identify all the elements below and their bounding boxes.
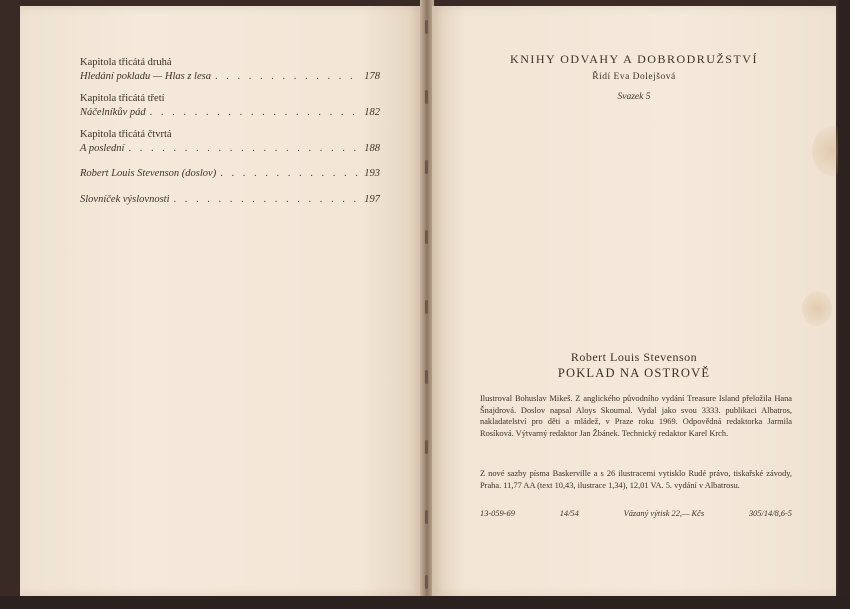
toc-chapter-title: Hledání pokladu — Hlas z lesa bbox=[80, 70, 211, 82]
toc-leader-dots bbox=[220, 167, 360, 181]
toc-page-number: 193 bbox=[364, 168, 380, 179]
price-label: Vázaný výtisk 22,— Kčs bbox=[623, 509, 705, 518]
binding-stitch bbox=[425, 230, 428, 244]
toc-entry bbox=[80, 193, 380, 207]
cover-bottom-edge bbox=[0, 596, 850, 609]
toc-chapter-heading: Kapitola třicátá čtvrtá bbox=[80, 129, 172, 140]
right-page bbox=[432, 6, 836, 596]
cover-edge bbox=[838, 0, 850, 609]
toc-chapter-heading: Kapitola třicátá třetí bbox=[80, 93, 165, 104]
catalog-code: 13-059-69 bbox=[480, 509, 515, 518]
paper-stain bbox=[802, 291, 832, 326]
colophon-paragraph: Z nové sazby písma Baskerville a s 26 ilustracemi vytisklo Rudé právo, tiskařské závody, Praha. 11,77 AA (text 10,43, ilustrace 1,34), 12,01 VA. 5. vydání v Albatrosu. bbox=[480, 469, 792, 490]
binding-stitch bbox=[425, 370, 428, 384]
toc-leader-dots bbox=[215, 70, 360, 84]
toc-chapter-title: Slovníček výslovnosti bbox=[80, 193, 170, 205]
binding-stitch bbox=[425, 20, 428, 34]
series-editor: Řídí Eva Dolejšová bbox=[592, 72, 676, 82]
series-volume: Svazek 5 bbox=[617, 92, 651, 102]
toc-chapter-heading: Kapitola třicátá druhá bbox=[80, 57, 172, 68]
toc-leader-dots bbox=[174, 193, 361, 207]
toc-entry bbox=[80, 128, 380, 155]
toc-page-number: 188 bbox=[364, 142, 380, 154]
toc-page-number: 178 bbox=[364, 70, 380, 82]
toc-page-number: 197 bbox=[364, 193, 380, 205]
toc-chapter-title: Náčelníkův pád bbox=[80, 106, 146, 118]
toc-chapter-title: A poslední bbox=[80, 142, 125, 154]
colophon-credits bbox=[480, 393, 792, 439]
toc-entry bbox=[80, 92, 380, 119]
toc-leader-dots bbox=[150, 106, 361, 120]
toc-entry bbox=[80, 56, 380, 83]
binding-stitch bbox=[425, 575, 428, 589]
book-author: Robert Louis Stevenson bbox=[570, 350, 698, 364]
binding-stitch bbox=[425, 510, 428, 524]
binding-stitch bbox=[425, 90, 428, 104]
colophon-printing bbox=[480, 468, 792, 491]
toc-leader-dots bbox=[128, 142, 360, 156]
binding-stitch bbox=[425, 440, 428, 454]
toc-chapter-title: Robert Louis Stevenson (doslov) bbox=[80, 168, 217, 179]
toc-entry bbox=[80, 167, 380, 181]
book-title: POKLAD NA OSTROVĚ bbox=[557, 366, 711, 380]
left-page bbox=[20, 6, 422, 596]
series-title: KNIHY ODVAHY A DOBRODRUŽSTVÍ bbox=[510, 52, 758, 66]
colophon-paragraph: Ilustroval Bohuslav Mikeš. Z anglického původního vydání Treasure Island přeložila Hana Šnajdrová. Doslov napsal Aloys Skoumal. Vydal jako svou 3333. publikaci Albatros, nakladatelství pro děti a mládež, v Praze roku 1969. Odpovědná redaktorka Jarmila Rosíková. Výtvarný redaktor Jan Žbánek. Technický redaktor Karel Krch. bbox=[480, 394, 792, 438]
catalog-code: 14/54 bbox=[559, 509, 579, 518]
binding-stitch bbox=[425, 300, 428, 314]
catalog-codes bbox=[480, 509, 792, 518]
table-of-contents bbox=[80, 56, 380, 215]
binding-stitch bbox=[425, 160, 428, 174]
toc-page-number: 182 bbox=[364, 106, 380, 118]
catalog-code: 305/14/8,6-5 bbox=[748, 509, 792, 518]
